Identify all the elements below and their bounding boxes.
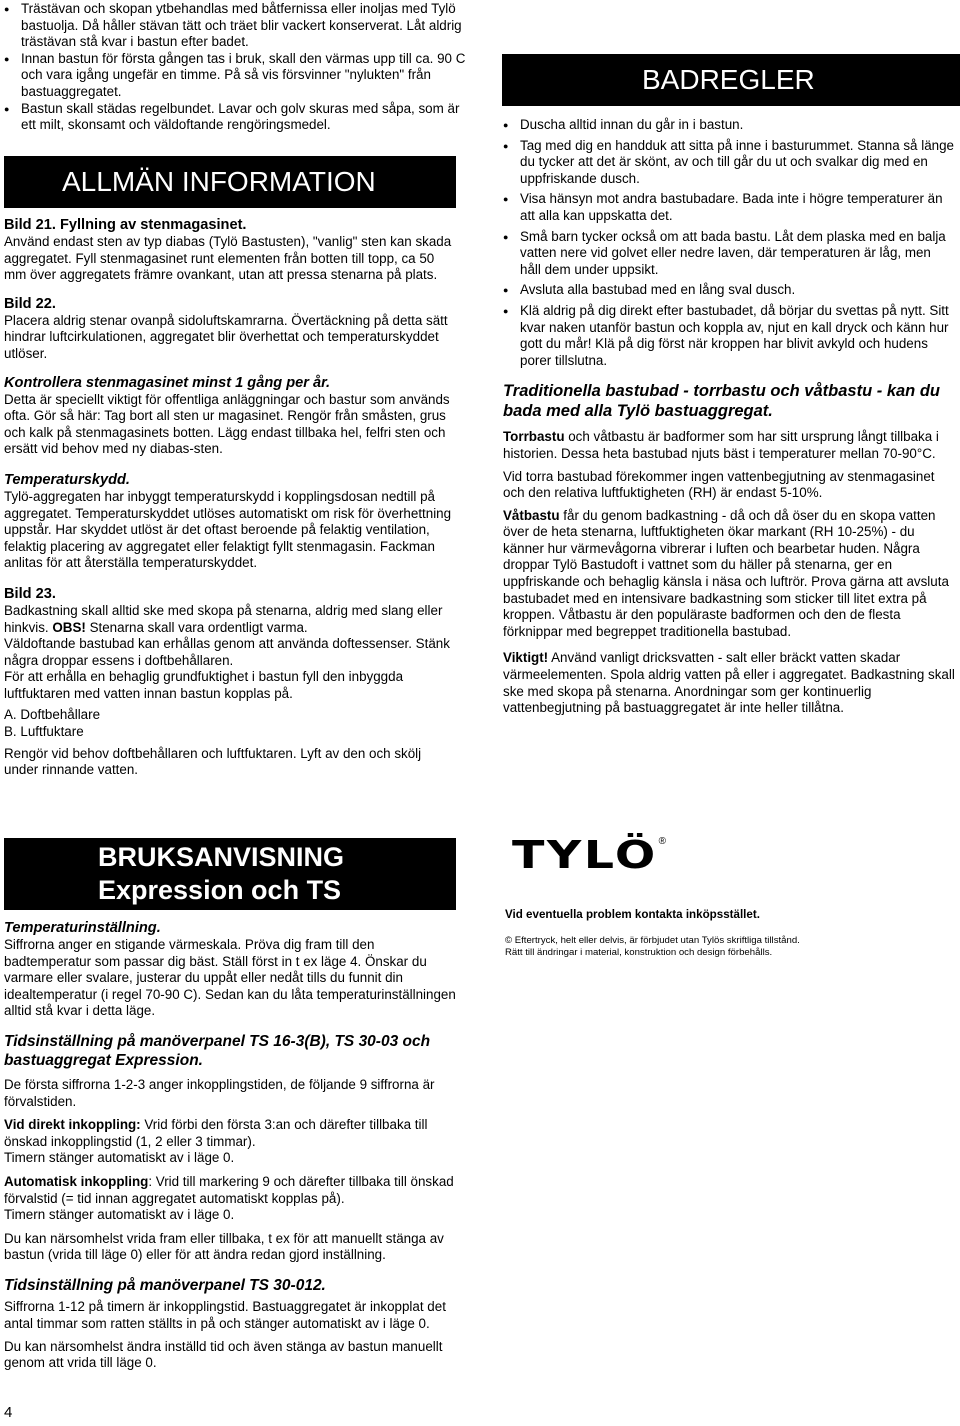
list-item: ● Visa hänsyn mot andra bastubadare. Bada inte i högre temperaturer än att alla kan uppskatta det.: [503, 191, 955, 224]
list-item: ● Duscha alltid innan du går in i bastun.: [503, 117, 955, 134]
paragraph: Använd endast sten av typ diabas (Tylö Bastusten), "vanlig" sten kan skada aggregatet. Fyll stenmagasinet runt elementen från botten till topp, ca 50 mm över aggregatets främre ovankant, utan att pressa stenarna på plats.: [4, 234, 452, 283]
bath-rules-list: [503, 117, 955, 369]
label-b: B. Luftfuktare: [4, 724, 84, 740]
list-item: ● Innan bastun för första gången tas i bruk, skall den värmas upp till ca. 90 C och vara igång ungefär en timme. På så vis försvinner "nylukten" från bastuaggregatet.: [4, 51, 474, 101]
paragraph: [4, 1117, 456, 1150]
list-item: ● Klä aldrig på dig direkt efter bastubadet, då börjar du svettas på nytt. Sitt kvar naken utanför bastun och koppla av, njut en kall dryck och känn hur gott du mår! Klä på dig först när kroppen har blivit avkyld och hudens porer tillslutna.: [503, 303, 955, 369]
paragraph: Timern stänger automatiskt av i läge 0.: [4, 1150, 235, 1166]
page-number: 4: [4, 1404, 13, 1421]
paragraph: [503, 650, 955, 716]
copyright-line: © Eftertryck, helt eller delvis, är förbjudet utan Tylös skriftliga tillstånd.: [505, 935, 800, 946]
section-band-bruksanvisning: [4, 838, 456, 910]
text-span: Stenarna skall vara ordentligt varma.: [85, 619, 308, 635]
paragraph: Du kan närsomhelst vrida fram eller tillbaka, t ex för att manuellt stänga av bastun (vrida till läge 0) eller för att ändra redan gjord inställning.: [4, 1230, 444, 1263]
bold-term: Vid direkt inkoppling:: [4, 1117, 141, 1133]
top-left-column: [4, 0, 474, 134]
registered-mark: ®: [658, 836, 666, 847]
heading-bild-22: Bild 22.: [4, 295, 56, 312]
bottom-left-body: [4, 919, 456, 1372]
paragraph: Detta är speciellt viktigt för offentliga anläggningar och bastur som används ofta. Gör så här: Tag bort all sten ur magasinet. Rengör från småsten, grus och kalk på stenmagasinets botten. Lägg endast tillbaka hel, felfri sten och ersätt vid behov med ny diabas-sten.: [4, 391, 450, 457]
heading-bild-23: Bild 23.: [4, 585, 56, 602]
paragraph: Placera aldrig stenar ovanpå sidoluftskamrarna. Övertäckning på detta sätt hindrar luftcirkulationen, aggregatet blir överhettat och temperaturskyddet utlöser.: [4, 312, 448, 361]
tylo-logo: [512, 834, 666, 876]
bold-term: Automatisk inkoppling: [4, 1173, 149, 1189]
paragraph: Du kan närsomhelst ändra inställd tid och även stänga av bastun manuellt genom att vrida till läge 0.: [4, 1338, 443, 1371]
paragraph: Väldoftande bastubad kan erhållas genom att använda doftessenser. Stänk några droppar essens i doftbehållaren.: [4, 636, 450, 668]
heading-temperaturskydd: Temperaturskydd.: [4, 471, 130, 488]
heading-tidsinstallning-ts16: Tidsinställning på manöverpanel TS 16-3(B), TS 30-03 och bastuaggregat Expression.: [4, 1032, 431, 1070]
heading-tidsinstallning-ts30: Tidsinställning på manöverpanel TS 30-012.: [4, 1276, 326, 1294]
section-title: BADREGLER: [642, 64, 815, 95]
contact-note: Vid eventuella problem kontakta inköpsstället.: [505, 908, 760, 921]
paragraph: Vid torra bastubad förekommer ingen vattenbegjutning av stenmagasinet och den relativa luftfuktigheten (RH) är endast 5-10%.: [503, 468, 935, 501]
paragraph: [503, 508, 955, 641]
paragraph: Siffrorna 1-12 på timern är inkopplingstid. Bastuaggregatet är inkopplat det antal timmar som ratten ställts in på och stänger automatiskt av i läge 0.: [4, 1299, 446, 1331]
paragraph: [503, 429, 955, 462]
top-left-body: [4, 216, 456, 779]
bold-term: Våtbastu: [503, 507, 560, 523]
paragraph: Tylö-aggregaten har inbyggt temperaturskydd i kopplingsdosan nedtill på aggregatet. Temperaturskyddet utlöses automatiskt om risk för överhettning uppstår. Har skyddet utlöst är det oftast beroende på felaktig ventilation, felaktig placering av aggregatet eller felaktigt fyllt stenmagasin. Fackman anlitas för att återställa temperaturskyddet.: [4, 488, 452, 571]
bold-term: Torrbastu: [503, 429, 565, 445]
heading-kontrollera: Kontrollera stenmagasinet minst 1 gång per år.: [4, 374, 331, 391]
list-item: ● Avsluta alla bastubad med en lång sval dusch.: [503, 282, 955, 299]
paragraph: Siffrorna anger en stigande värmeskala. Pröva dig fram till den badtemperatur som passar dig bäst. Ställ först in t ex läge 4. Önskar du varmare eller svalare, justerar du uppåt eller nedåt tills du funnit din idealtemperatur (i regel 70-90 C). Sedan kan du låta temperaturinställningen alltid stå kvar i detta läge.: [4, 937, 456, 1019]
text-span: : Vrid till markering 9 och därefter tillbaka till önskad förvalstid (= tid innan aggregatet automatiskt kopplas på).: [4, 1173, 454, 1206]
obs-label: OBS!: [52, 619, 86, 635]
list-item: ● Små barn tycker också om att bada bastu. Låt dem plaska med en balja vatten nere vid golvet eller nedre laven, där temperaturen är låg, men håll dem under uppsikt.: [503, 229, 955, 279]
heading-traditionella-bastubad: Traditionella bastubad - torrbastu och våtbastu - kan du bada med alla Tylö bastuaggregat.: [503, 382, 941, 421]
list-item: ● Trästävan och skopan ytbehandlas med båtfernissa eller inoljas med Tylö bastuolja. Då håller stävan tätt och träet blir vackert konserverat. Låt aldrig trästävan stå kvar i bastun efter badet.: [4, 1, 474, 51]
list-item: ● Tag med dig en handduk att sitta på inne i basturummet. Stanna så länge du tycker att det är skönt, av och till går du ut och svalkar dig med en uppfriskande dusch.: [503, 138, 955, 188]
paragraph: Rengör vid behov doftbehållaren och luftfuktaren. Lyft av den och skölj under rinnande vatten.: [4, 745, 422, 778]
paragraph: [4, 603, 456, 636]
paragraph: Timern stänger automatiskt av i läge 0.: [4, 1207, 235, 1223]
section-band-allman-information: [4, 156, 456, 208]
text-span: Badkastning skall alltid ske med skopa på stenarna, aldrig med slang eller hinkvis.: [4, 602, 443, 635]
section-title: ALLMÄN INFORMATION: [62, 166, 376, 197]
top-right-column: [503, 117, 955, 717]
care-bullet-list: [4, 1, 474, 134]
paragraph: För att erhålla en behaglig grundfuktighet i bastun fyll den inbyggda luftfuktaren med vatten innan bastun kopplas på.: [4, 669, 404, 701]
text-span: får du genom badkastning - då och då öser du en skopa vatten över de heta stenarna, luftfuktigheten ökar markant (RH 10-25%) - du känner hur värmevågorna vibrerar i luften och bearbetar huden. Några droppar Tylö Bastudoft i vattnet som du häller på stenarna, ger en uppfriskande och behaglig känsla i näsa och luftrör. Prova gärna att avsluta bastubadet med en intensivare badkastning som sticker till litet extra på kroppen. Våtbastu är den populäraste badformen och den de flesta förknippar med begreppet traditionella bastubad.: [503, 507, 949, 639]
copyright-line: Rätt till ändringar i material, konstruktion och design förbehålls.: [505, 947, 773, 959]
logo-wordmark: TYLÖ: [512, 833, 658, 877]
section-title-line-2: Expression och TS: [98, 875, 342, 905]
section-title-line-1: BRUKSANVISNING: [98, 842, 345, 872]
list-item: ● Bastun skall städas regelbundet. Lavar och golv skuras med såpa, som är ett milt, skonsamt och väldoftande rengöringsmedel.: [4, 101, 474, 134]
text-span: och våtbastu är badformer som har sitt ursprung långt tillbaka i historien. Dessa heta bastubad njuts bäst i temperaturer mellan 70-90°C.: [503, 429, 939, 461]
bold-term: Viktigt!: [503, 650, 549, 666]
text-span: Använd vanligt dricksvatten - salt eller bräckt vatten skadar värmeelementen. Spola aldrig vatten på eller i aggregatet. Badkastning skall ske med skopa på stenarna. Anordningar som ger kontinuerlig vattenbegjutning på bastuaggregatet är inte heller tillåtna.: [503, 650, 955, 716]
paragraph: [4, 1174, 456, 1207]
heading-bild-21: Bild 21. Fyllning av stenmagasinet.: [4, 217, 247, 233]
label-a: A. Doftbehållare: [4, 707, 101, 723]
text-span: Vrid förbi den första 3:an och därefter tillbaka till önskad inkopplingstid (1, 2 eller 3 timmar).: [4, 1117, 428, 1149]
paragraph: De första siffrorna 1-2-3 anger inkopplingstiden, de följande 9 siffrorna är förvalstiden.: [4, 1076, 435, 1109]
heading-temperaturinstallning: Temperaturinställning.: [4, 920, 161, 936]
bottom-right-info: [505, 908, 945, 960]
section-band-badregler: [502, 54, 960, 106]
